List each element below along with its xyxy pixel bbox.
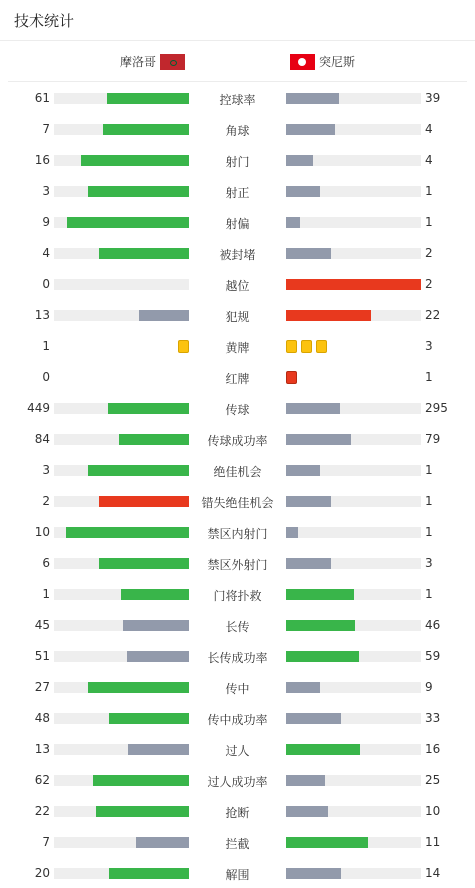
away-value: 4 [425, 153, 433, 167]
home-bar-fill [109, 868, 189, 879]
away-cards [286, 371, 297, 384]
away-bar-fill [286, 465, 320, 476]
yellow-card-icon [178, 340, 189, 353]
away-value: 14 [425, 866, 441, 880]
home-bar-fill [119, 434, 189, 445]
stat-label: 禁区内射门 [207, 527, 268, 541]
home-value: 0 [42, 277, 50, 291]
yellow-card-icon [301, 340, 312, 353]
home-bar-fill [136, 837, 189, 848]
stats-list [0, 82, 475, 888]
home-bar-track [54, 434, 189, 445]
home-bar-fill [67, 217, 189, 228]
stat-row [0, 175, 475, 206]
stat-label: 长传 [225, 620, 250, 634]
home-value: 62 [34, 773, 50, 787]
stat-row [0, 826, 475, 857]
stat-row [0, 82, 475, 113]
stat-row [0, 454, 475, 485]
away-team [290, 53, 355, 70]
away-value: 1 [425, 463, 433, 477]
stat-row [0, 392, 475, 423]
stat-row [0, 857, 475, 888]
home-value: 27 [34, 680, 50, 694]
home-bar-track [54, 527, 189, 538]
stat-row [0, 237, 475, 268]
home-value: 45 [34, 618, 50, 632]
away-team-name: 突尼斯 [319, 55, 356, 69]
home-value: 13 [34, 742, 50, 756]
away-value: 2 [425, 246, 433, 260]
away-bar-fill [286, 248, 331, 259]
away-value: 59 [425, 649, 441, 663]
stat-label: 绝佳机会 [213, 465, 262, 479]
home-value: 13 [34, 308, 50, 322]
home-bar-track [54, 558, 189, 569]
home-cards [178, 340, 189, 353]
home-bar-fill [108, 403, 189, 414]
away-value: 295 [425, 401, 448, 415]
home-bar-fill [93, 775, 189, 786]
home-bar-track [54, 775, 189, 786]
away-value: 39 [425, 91, 441, 105]
away-bar-track [286, 496, 421, 507]
away-bar-fill [286, 155, 313, 166]
away-bar-track [286, 93, 421, 104]
home-bar-track [54, 496, 189, 507]
away-cards [286, 340, 327, 353]
home-bar-track [54, 248, 189, 259]
away-bar-fill [286, 775, 325, 786]
away-bar-track [286, 248, 421, 259]
home-value: 6 [42, 556, 50, 570]
stat-label: 黄牌 [225, 341, 250, 355]
away-bar-track [286, 465, 421, 476]
stat-label: 红牌 [225, 372, 250, 386]
away-bar-fill [286, 496, 331, 507]
away-bar-track [286, 713, 421, 724]
away-bar-fill [286, 217, 300, 228]
away-bar-fill [286, 868, 341, 879]
stat-row [0, 547, 475, 578]
home-bar-track [54, 403, 189, 414]
stat-label: 传球成功率 [207, 434, 268, 448]
away-value: 9 [425, 680, 433, 694]
stat-row [0, 671, 475, 702]
away-value: 46 [425, 618, 441, 632]
stat-row [0, 609, 475, 640]
flag-icon-morocco [160, 54, 185, 70]
home-bar-fill [123, 620, 189, 631]
away-bar-track [286, 558, 421, 569]
red-card-icon [286, 371, 297, 384]
home-bar-fill [88, 465, 189, 476]
home-bar-track [54, 682, 189, 693]
stat-row [0, 640, 475, 671]
away-bar-track [286, 310, 421, 321]
away-bar-track [286, 155, 421, 166]
stat-label: 长传成功率 [207, 651, 268, 665]
home-bar-fill [99, 248, 189, 259]
away-bar-fill [286, 186, 320, 197]
home-bar-fill [127, 651, 189, 662]
away-bar-fill [286, 434, 351, 445]
home-bar-fill [128, 744, 189, 755]
stat-label: 传中成功率 [207, 713, 268, 727]
away-bar-fill [286, 93, 339, 104]
home-bar-fill [96, 806, 189, 817]
away-bar-track [286, 744, 421, 755]
away-bar-track [286, 589, 421, 600]
home-team-name: 摩洛哥 [119, 55, 156, 69]
away-bar-track [286, 775, 421, 786]
stat-label: 射偏 [225, 217, 250, 231]
stat-label: 传球 [225, 403, 250, 417]
home-bar-track [54, 868, 189, 879]
home-team [120, 53, 185, 70]
home-bar-track [54, 620, 189, 631]
home-bar-track [54, 279, 189, 290]
away-value: 1 [425, 370, 433, 384]
home-value: 9 [42, 215, 50, 229]
home-value: 48 [34, 711, 50, 725]
away-value: 1 [425, 215, 433, 229]
away-bar-track [286, 186, 421, 197]
away-bar-fill [286, 837, 368, 848]
away-value: 11 [425, 835, 441, 849]
stat-row [0, 299, 475, 330]
stat-row [0, 516, 475, 547]
home-value: 1 [42, 587, 50, 601]
away-bar-track [286, 806, 421, 817]
stat-label: 错失绝佳机会 [201, 496, 274, 510]
stat-label: 抢断 [225, 806, 250, 820]
away-value: 79 [425, 432, 441, 446]
stat-label: 射门 [225, 155, 250, 169]
stat-row [0, 144, 475, 175]
away-value: 3 [425, 556, 433, 570]
away-value: 16 [425, 742, 441, 756]
away-value: 4 [425, 122, 433, 136]
home-bar-fill [66, 527, 189, 538]
away-bar-track [286, 527, 421, 538]
home-bar-fill [103, 124, 189, 135]
stat-label: 角球 [225, 124, 250, 138]
stat-row [0, 702, 475, 733]
home-bar-track [54, 589, 189, 600]
home-value: 2 [42, 494, 50, 508]
stat-label: 禁区外射门 [207, 558, 268, 572]
stat-label: 越位 [225, 279, 250, 293]
away-bar-track [286, 837, 421, 848]
away-bar-track [286, 620, 421, 631]
home-value: 16 [34, 153, 50, 167]
stat-label: 拦截 [225, 837, 250, 851]
away-bar-fill [286, 682, 320, 693]
away-bar-track [286, 434, 421, 445]
stat-row [0, 206, 475, 237]
away-bar-track [286, 682, 421, 693]
home-bar-fill [109, 713, 189, 724]
home-value: 449 [27, 401, 50, 415]
yellow-card-icon [286, 340, 297, 353]
home-bar-fill [81, 155, 189, 166]
home-bar-track [54, 186, 189, 197]
home-bar-track [54, 155, 189, 166]
stat-label: 控球率 [219, 93, 256, 107]
away-bar-track [286, 403, 421, 414]
away-bar-fill [286, 403, 340, 414]
stat-label: 门将扑救 [213, 589, 262, 603]
home-bar-track [54, 806, 189, 817]
away-value: 33 [425, 711, 441, 725]
home-value: 3 [42, 463, 50, 477]
stat-label: 犯规 [225, 310, 250, 324]
stat-label: 射正 [225, 186, 250, 200]
yellow-card-icon [316, 340, 327, 353]
away-value: 1 [425, 494, 433, 508]
away-bar-track [286, 279, 421, 290]
home-bar-track [54, 713, 189, 724]
away-bar-track [286, 868, 421, 879]
stat-label: 过人 [225, 744, 250, 758]
flag-icon-tunisia [290, 54, 315, 70]
stat-label: 过人成功率 [207, 775, 268, 789]
home-bar-track [54, 744, 189, 755]
away-value: 3 [425, 339, 433, 353]
stat-row [0, 795, 475, 826]
away-bar-track [286, 651, 421, 662]
away-bar-fill [286, 589, 354, 600]
home-bar-fill [99, 496, 189, 507]
page-title: 技术统计 [0, 0, 475, 41]
stat-label: 传中 [225, 682, 250, 696]
away-bar-fill [286, 744, 360, 755]
away-bar-fill [286, 558, 331, 569]
away-bar-fill [286, 651, 359, 662]
stat-row [0, 485, 475, 516]
teams-header [8, 41, 467, 82]
stat-label: 被封堵 [219, 248, 256, 262]
home-value: 0 [42, 370, 50, 384]
stat-row [0, 733, 475, 764]
home-bar-track [54, 93, 189, 104]
away-bar-fill [286, 279, 421, 290]
home-value: 3 [42, 184, 50, 198]
away-bar-fill [286, 527, 298, 538]
home-value: 10 [34, 525, 50, 539]
away-bar-fill [286, 620, 355, 631]
away-bar-fill [286, 806, 328, 817]
home-bar-fill [139, 310, 189, 321]
home-bar-fill [107, 93, 189, 104]
home-bar-track [54, 837, 189, 848]
away-value: 2 [425, 277, 433, 291]
home-value: 7 [42, 835, 50, 849]
home-bar-track [54, 124, 189, 135]
away-bar-fill [286, 310, 371, 321]
away-bar-fill [286, 713, 341, 724]
home-value: 1 [42, 339, 50, 353]
stat-row [0, 113, 475, 144]
away-bar-fill [286, 124, 335, 135]
home-value: 4 [42, 246, 50, 260]
home-value: 7 [42, 122, 50, 136]
home-bar-track [54, 465, 189, 476]
home-bar-track [54, 310, 189, 321]
home-bar-track [54, 217, 189, 228]
home-value: 22 [34, 804, 50, 818]
away-bar-track [286, 217, 421, 228]
home-bar-track [54, 651, 189, 662]
away-value: 1 [425, 184, 433, 198]
away-value: 22 [425, 308, 441, 322]
away-bar-track [286, 124, 421, 135]
away-value: 25 [425, 773, 441, 787]
stat-row [0, 330, 475, 361]
stat-row [0, 764, 475, 795]
home-value: 51 [34, 649, 50, 663]
away-value: 1 [425, 587, 433, 601]
home-bar-fill [99, 558, 189, 569]
away-value: 10 [425, 804, 441, 818]
home-value: 61 [34, 91, 50, 105]
home-value: 20 [34, 866, 50, 880]
home-bar-fill [88, 682, 189, 693]
stat-row [0, 361, 475, 392]
home-value: 84 [34, 432, 50, 446]
stat-row [0, 268, 475, 299]
stat-label: 解围 [225, 868, 250, 882]
home-bar-fill [88, 186, 189, 197]
home-bar-fill [121, 589, 189, 600]
stat-row [0, 423, 475, 454]
away-value: 1 [425, 525, 433, 539]
stat-row [0, 578, 475, 609]
